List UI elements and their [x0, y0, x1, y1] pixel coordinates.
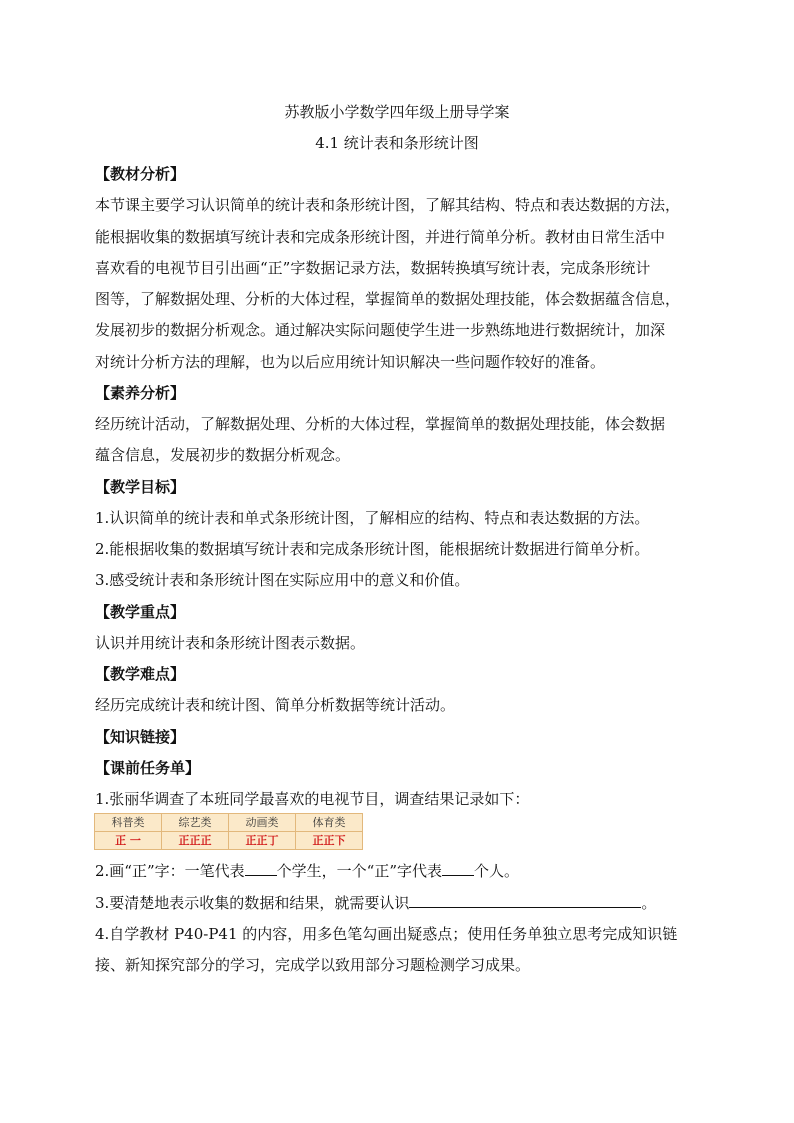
fill-blank[interactable] [245, 861, 277, 876]
difficulty-text: 经历完成统计表和统计图、简单分析数据等统计活动。 [95, 696, 456, 714]
literacy-line: 蕴含信息，发展初步的数据分析观念。 [95, 446, 351, 464]
analysis-line: 本节课主要学习认识简单的统计表和条形统计图，了解其结构、特点和表达数据的方法， [95, 196, 681, 214]
goal-item: 3.感受统计表和条形统计图在实际应用中的意义和价值。 [95, 571, 470, 589]
task-3-part-a: 3.要清楚地表示收集的数据和结果，就需要认识 [95, 894, 410, 912]
doc-subtitle: 4.1 统计表和条形统计图 [315, 134, 479, 152]
key-heading: 【教学重点】 [95, 603, 186, 621]
task-2 [95, 861, 705, 881]
knowledge-heading: 【知识链接】 [95, 728, 186, 746]
tally-header-row [95, 814, 363, 832]
goal-item: 2.能根据收集的数据填写统计表和完成条形统计图，能根据统计数据进行简单分析。 [95, 540, 650, 558]
task-3-part-b: 。 [641, 894, 657, 912]
tally-header-cell: 综艺类 [162, 814, 229, 832]
tally-header-cell: 科普类 [95, 814, 162, 832]
analysis-heading: 【教材分析】 [95, 165, 186, 183]
key-text: 认识并用统计表和条形统计图表示数据。 [95, 634, 366, 652]
analysis-line: 发展初步的数据分析观念。通过解决实际问题使学生进一步熟练地进行数据统计，加深 [95, 321, 666, 339]
analysis-line: 对统计分析方法的理解，也为以后应用统计知识解决一些问题作较好的准备。 [95, 353, 606, 371]
fill-blank[interactable] [409, 893, 641, 908]
task-1: 1.张丽华调查了本班同学最喜欢的电视节目，调查结果记录如下： [95, 790, 530, 808]
doc-title: 苏教版小学数学四年级上册导学案 [284, 103, 510, 121]
fill-blank[interactable] [442, 861, 474, 876]
tally-header-cell: 体育类 [296, 814, 363, 832]
goals-heading: 【教学目标】 [95, 478, 186, 496]
task-2-part-a: 2.画“正”字：一笔代表 [95, 862, 245, 880]
goal-item: 1.认识简单的统计表和单式条形统计图，了解相应的结构、特点和表达数据的方法。 [95, 509, 650, 527]
task-2-part-c: 个人。 [474, 862, 520, 880]
tally-mark-cell: 正正正 [162, 832, 229, 850]
analysis-line: 喜欢看的电视节目引出画“正”字数据记录方法，数据转换填写统计表，完成条形统计 [95, 259, 651, 277]
tally-table [94, 813, 363, 850]
analysis-line: 能根据收集的数据填写统计表和完成条形统计图，并进行简单分析。教材由日常生活中 [95, 228, 666, 246]
difficulty-heading: 【教学难点】 [95, 665, 186, 683]
task-4-line: 4.自学教材 P40-P41 的内容，用多色笔勾画出疑惑点；使用任务单独立思考完成知识链 [95, 925, 678, 943]
task-4-line: 接、新知探究部分的学习，完成学以致用部分习题检测学习成果。 [95, 956, 531, 974]
task-heading: 【课前任务单】 [95, 759, 201, 777]
task-2-part-b: 个学生，一个“正”字代表 [276, 862, 442, 880]
literacy-line: 经历统计活动，了解数据处理、分析的大体过程，掌握简单的数据处理技能，体会数据 [95, 415, 666, 433]
analysis-line: 图等，了解数据处理、分析的大体过程，掌握简单的数据处理技能，体会数据蕴含信息， [95, 290, 681, 308]
tally-mark-cell: 正正丁 [229, 832, 296, 850]
literacy-heading: 【素养分析】 [95, 384, 186, 402]
task-3 [95, 893, 705, 913]
tally-mark-row [95, 832, 363, 850]
tally-header-cell: 动画类 [229, 814, 296, 832]
tally-mark-cell: 正 一 [95, 832, 162, 850]
tally-mark-cell: 正正下 [296, 832, 363, 850]
